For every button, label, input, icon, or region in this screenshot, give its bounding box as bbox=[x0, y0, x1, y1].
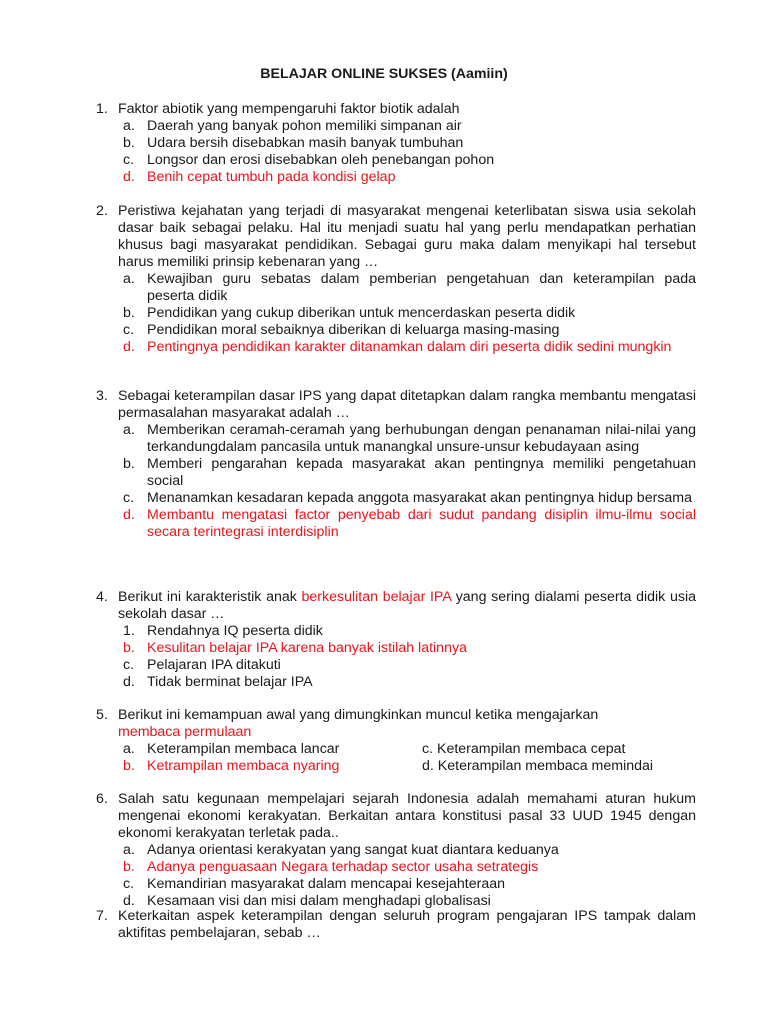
option-b: b. Memberi pengarahan kepada masyarakat akan pentingnya memiliki pengetahuan social bbox=[123, 456, 696, 489]
question-3 bbox=[96, 388, 696, 541]
option-d: d. Kesamaan visi dan misi dalam menghadapi globalisasi bbox=[123, 893, 491, 909]
highlighted-phrase: berkesulitan belajar IPA bbox=[301, 589, 452, 605]
option-c: c. Pelajaran IPA ditakuti bbox=[123, 657, 281, 673]
page-title: BELAJAR ONLINE SUKSES (Aamiin) bbox=[260, 66, 508, 82]
option-b: b. Udara bersih disebabkan masih banyak tumbuhan bbox=[123, 135, 464, 151]
option-b-answer: b. Ketrampilan membaca nyaring bbox=[123, 758, 340, 774]
question-text: Faktor abiotik yang mempengaruhi faktor biotik adalah bbox=[118, 101, 460, 117]
question-text-part-1: Berikut ini karakteristik anak bbox=[118, 589, 302, 605]
option-a: a. Kewajiban guru sebatas dalam pemberian pengetahuan dan keterampilan pada peserta didik bbox=[123, 271, 696, 304]
option-b-answer: b. Adanya penguasaan Negara terhadap sector usaha setrategis bbox=[123, 859, 539, 875]
question-text: Salah satu kegunaan mempelajari sejarah Indonesia adalah memahami aturan hukum mengenai ekonomi kerakyatan. Berkaitan antara konstitusi pasal 33 UUD 1945 dengan ekonomi kerakyatan terletak pada.. bbox=[118, 791, 696, 841]
option-b: b. Pendidikan yang cukup diberikan untuk mencerdaskan peserta didik bbox=[123, 305, 576, 321]
question-number: 2. bbox=[96, 203, 108, 219]
option-d: d. Keterampilan membaca memindai bbox=[422, 758, 654, 774]
question-1 bbox=[96, 101, 696, 186]
question-6 bbox=[96, 791, 696, 910]
question-number: 7. bbox=[96, 908, 108, 924]
question-5-stem bbox=[96, 707, 696, 741]
option-d: d. Tidak berminat belajar IPA bbox=[123, 674, 313, 690]
question-number: 1. bbox=[96, 101, 108, 117]
option-c: c. Pendidikan moral sebaiknya diberikan di keluarga masing-masing bbox=[123, 322, 560, 338]
question-2-stem bbox=[96, 203, 696, 271]
options-row-2 bbox=[96, 758, 696, 775]
question-5 bbox=[96, 707, 696, 775]
question-text: Sebagai keterampilan dasar IPS yang dapat ditetapkan dalam rangka membantu mengatasi permasalahan masyarakat adalah … bbox=[118, 388, 696, 421]
question-3-stem bbox=[96, 388, 696, 422]
question-text: Berikut ini kemampuan awal yang dimungkinkan muncul ketika mengajarkan bbox=[118, 707, 599, 723]
option-d-answer: d. Benih cepat tumbuh pada kondisi gelap bbox=[123, 169, 396, 185]
option-c: c. Keterampilan membaca cepat bbox=[422, 741, 626, 757]
question-2 bbox=[96, 203, 696, 356]
option-c: c. Menanamkan kesadaran kepada anggota masyarakat akan pentingnya hidup bersama bbox=[123, 490, 693, 506]
question-number: 5. bbox=[96, 707, 108, 723]
option-d-answer: d. Membantu mengatasi factor penyebab dari sudut pandang disiplin ilmu-ilmu social secara terintegrasi interdisiplin bbox=[123, 507, 696, 540]
option-b-answer: b. Kesulitan belajar IPA karena banyak istilah latinnya bbox=[123, 640, 467, 656]
question-6-stem bbox=[96, 791, 696, 842]
option-a: a. Adanya orientasi kerakyatan yang sangat kuat diantara keduanya bbox=[123, 842, 559, 858]
question-number: 4. bbox=[96, 589, 108, 605]
option-a: a. Keterampilan membaca lancar bbox=[123, 741, 340, 757]
question-number: 6. bbox=[96, 791, 108, 807]
option-1: 1. Rendahnya IQ peserta didik bbox=[123, 623, 323, 639]
question-text-part-2: yang sering dialami peserta didik usia sekolah dasar … bbox=[118, 589, 696, 622]
option-c: c. Kemandirian masyarakat dalam mencapai kesejahteraan bbox=[123, 876, 506, 892]
option-c: c. Longsor dan erosi disebabkan oleh penebangan pohon bbox=[123, 152, 495, 168]
question-4 bbox=[96, 589, 696, 691]
option-a: a. Memberikan ceramah-ceramah yang berhubungan dengan penanaman nilai-nilai yang terkandungdalam pancasila untuk manangkal unsure-unsur kebudayaan asing bbox=[123, 422, 696, 455]
question-7-stem bbox=[96, 908, 696, 942]
question-1-stem bbox=[96, 101, 696, 118]
option-a: a. Daerah yang banyak pohon memiliki simpanan air bbox=[123, 118, 462, 134]
question-4-stem bbox=[96, 589, 696, 623]
options-row-1 bbox=[96, 741, 696, 758]
question-7 bbox=[96, 908, 696, 942]
highlighted-phrase: membaca permulaan bbox=[118, 724, 252, 740]
question-number: 3. bbox=[96, 388, 108, 404]
question-text: Keterkaitan aspek keterampilan dengan seluruh program pengajaran IPS tampak dalam aktifitas pembelajaran, sebab … bbox=[118, 908, 696, 941]
question-text: Peristiwa kejahatan yang terjadi di masyarakat mengenai keterlibatan siswa usia sekolah dasar baik sebagai pelaku. Hal itu menjadi suatu hal yang perlu mendapatkan perhatian khusus bagi masyarakat pendidikan. Sebagai guru maka dalam menyikapi hal tersebut harus memiliki prinsip kebenaran yang … bbox=[118, 203, 696, 270]
option-d-answer: d. Pentingnya pendidikan karakter ditanamkan dalam diri peserta didik sedini mungkin bbox=[123, 339, 672, 355]
